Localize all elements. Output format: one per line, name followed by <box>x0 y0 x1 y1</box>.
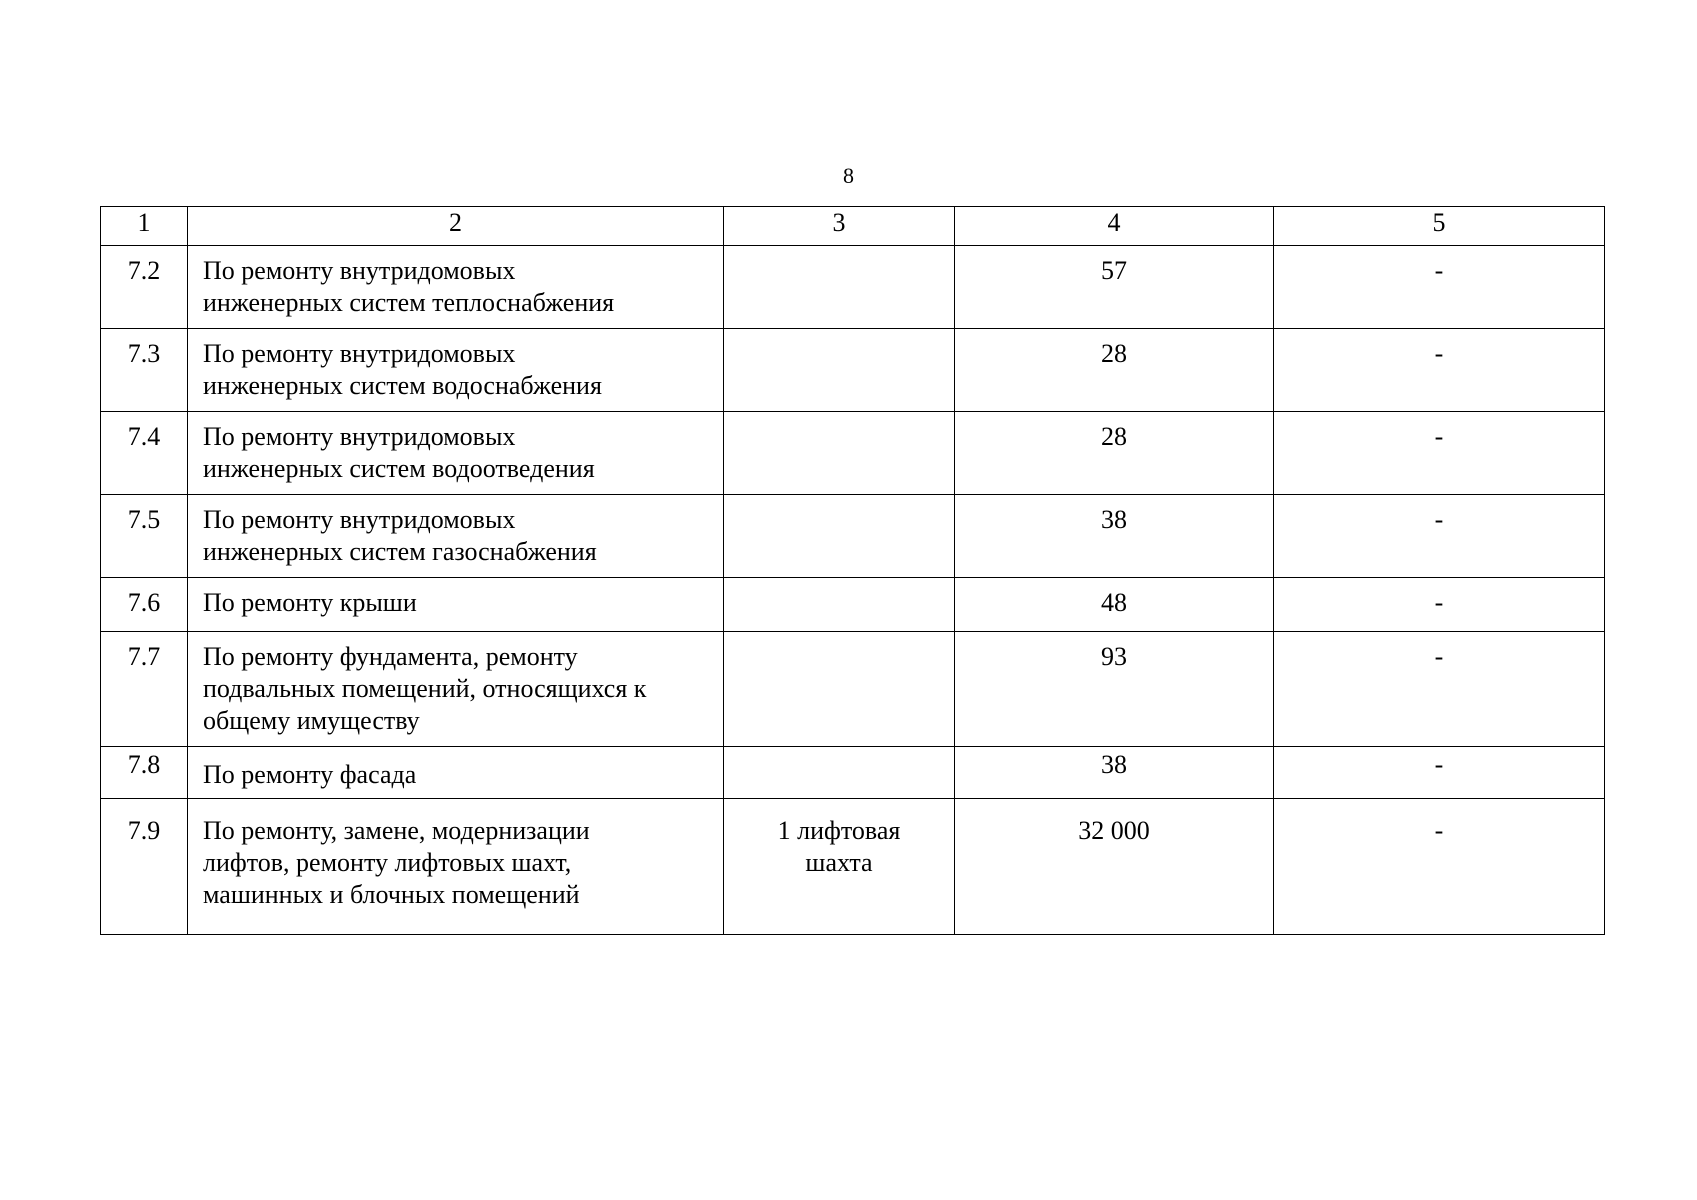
column-header: 4 <box>955 207 1274 246</box>
row-number: 7.3 <box>101 329 188 412</box>
row-value: 28 <box>955 412 1274 495</box>
table-row <box>101 412 1605 495</box>
row-name: По ремонту внутридомовых инженерных систем газоснабжения <box>188 495 724 578</box>
row-extra: - <box>1274 578 1605 632</box>
row-number: 7.8 <box>101 747 188 799</box>
row-value: 48 <box>955 578 1274 632</box>
row-unit <box>724 578 955 632</box>
table-row <box>101 329 1605 412</box>
row-name: По ремонту внутридомовых инженерных систем теплоснабжения <box>188 246 724 329</box>
table-row <box>101 578 1605 632</box>
row-name: По ремонту внутридомовых инженерных систем водоснабжения <box>188 329 724 412</box>
row-value: 93 <box>955 632 1274 747</box>
row-extra: - <box>1274 246 1605 329</box>
row-unit <box>724 329 955 412</box>
column-header: 3 <box>724 207 955 246</box>
row-unit <box>724 412 955 495</box>
table-row <box>101 747 1605 799</box>
row-number: 7.9 <box>101 799 188 935</box>
row-name: По ремонту внутридомовых инженерных систем водоотведения <box>188 412 724 495</box>
table-header-row <box>101 207 1605 246</box>
row-unit: 1 лифтовая шахта <box>724 799 955 935</box>
row-name: По ремонту фасада <box>188 747 724 799</box>
row-number: 7.2 <box>101 246 188 329</box>
row-number: 7.6 <box>101 578 188 632</box>
row-number: 7.4 <box>101 412 188 495</box>
row-value: 38 <box>955 495 1274 578</box>
row-unit <box>724 495 955 578</box>
row-extra: - <box>1274 329 1605 412</box>
table-row <box>101 632 1605 747</box>
row-extra: - <box>1274 412 1605 495</box>
row-extra: - <box>1274 632 1605 747</box>
row-name: По ремонту крыши <box>188 578 724 632</box>
tariff-table <box>100 206 1605 935</box>
row-unit <box>724 747 955 799</box>
column-header: 1 <box>101 207 188 246</box>
row-number: 7.7 <box>101 632 188 747</box>
row-extra: - <box>1274 747 1605 799</box>
row-value: 57 <box>955 246 1274 329</box>
row-name: По ремонту фундамента, ремонту подвальных помещений, относящихся к общему имуществу <box>188 632 724 747</box>
row-value: 28 <box>955 329 1274 412</box>
row-extra: - <box>1274 799 1605 935</box>
table-row <box>101 495 1605 578</box>
table-row <box>101 799 1605 935</box>
row-extra: - <box>1274 495 1605 578</box>
table-row <box>101 246 1605 329</box>
row-unit <box>724 632 955 747</box>
row-unit <box>724 246 955 329</box>
column-header: 2 <box>188 207 724 246</box>
row-name: По ремонту, замене, модернизации лифтов, ремонту лифтовых шахт, машинных и блочных помещений <box>188 799 724 935</box>
page-number: 8 <box>843 163 854 188</box>
row-value: 32 000 <box>955 799 1274 935</box>
column-header: 5 <box>1274 207 1605 246</box>
row-number: 7.5 <box>101 495 188 578</box>
row-value: 38 <box>955 747 1274 799</box>
